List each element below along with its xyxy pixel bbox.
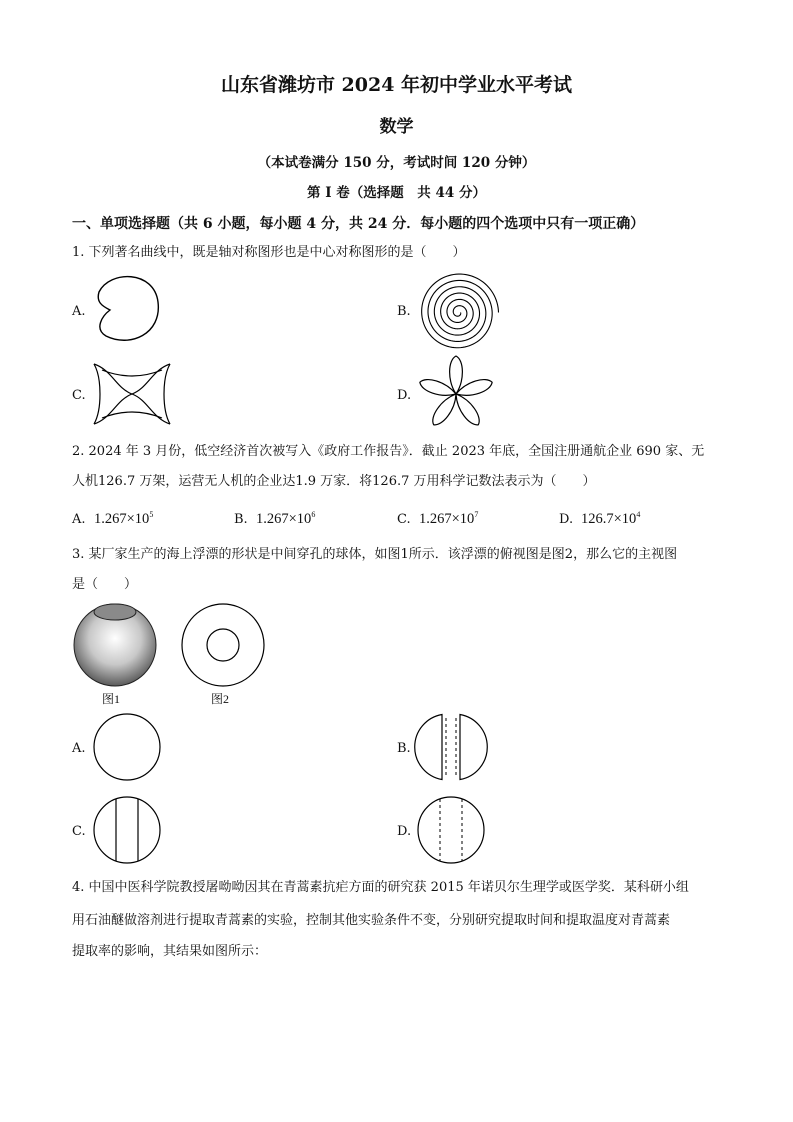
fig2-caption: 图2 (211, 692, 230, 706)
q2-option-d-value: $126.7\times 10^4$ (581, 510, 641, 527)
fig1-caption: 图1 (102, 692, 121, 706)
q1-stem: 1. 下列著名曲线中，既是轴对称图形也是中心对称图形的是（ ） (72, 245, 466, 260)
q2-option-b-value: $1.267\times 10^6$ (256, 510, 316, 527)
exam-title: 山东省潍坊市 2024 年初中学业水平考试 (220, 74, 573, 96)
split-circle-figure (416, 712, 486, 782)
q2-option-a-value: $1.267\times 10^5$ (94, 510, 154, 527)
circle-dashed-lines-figure (416, 795, 486, 865)
q3-stem-line1: 3. 某厂家生产的海上浮漂的形状是中间穿孔的球体，如图1所示．该浮漂的俯视图是图2，那么它的主视图 (72, 547, 678, 562)
q1-option-d-label: D. (397, 388, 412, 403)
q2-stem-line2: 人机126.7 万架，运营无人机的企业达1.9 万家．将126.7 万用科学记数法表示为（ ） (72, 474, 596, 489)
q3-option-a-label: A. (72, 741, 86, 756)
subject-title: 数学 (379, 117, 414, 137)
top-view-figure (180, 602, 266, 688)
exam-note: （本试卷满分 150 分，考试时间 120 分钟） (257, 155, 536, 171)
five-petal-rose-figure (414, 352, 498, 436)
q2-option-d-label: D. (559, 512, 574, 527)
crossed-waves-figure (92, 360, 172, 428)
q2-option-c-label: C. (397, 512, 411, 527)
q2-option-a-label: A. (72, 512, 86, 527)
q4-stem-line2: 用石油醚做溶剂进行提取青蒿素的实验，控制其他实验条件不变，分别研究提取时间和提取温度对青蒿素 (72, 913, 671, 928)
q1-option-c-label: C. (72, 388, 86, 403)
floater-sphere-figure (72, 602, 158, 688)
q4-stem-line3: 提取率的影响，其结果如图所示： (72, 944, 268, 959)
q3-option-b-label: B. (397, 741, 411, 756)
cardioid-figure (90, 272, 165, 347)
section-heading: 一、单项选择题（共 6 小题，每小题 4 分，共 24 分．每小题的四个选项中只有一项正确） (72, 216, 645, 232)
q1-option-a-label: A. (72, 304, 86, 319)
q3-stem-line2: 是（ ） (72, 577, 138, 592)
q3-option-c-label: C. (72, 824, 86, 839)
spiral-figure (416, 270, 501, 355)
q4-stem-line1: 4. 中国中医科学院教授屠呦呦因其在青蒿素抗疟方面的研究获 2015 年诺贝尔生理学或医学奖．某科研小组 (72, 880, 689, 895)
q2-option-c-value: $1.267\times 10^7$ (419, 510, 479, 527)
q3-option-d-label: D. (397, 824, 412, 839)
circle-solid-lines-figure (92, 795, 162, 865)
plain-circle-figure (92, 712, 162, 782)
part-title: 第 I 卷（选择题 共 44 分） (307, 185, 486, 201)
q2-option-b-label: B. (234, 512, 248, 527)
q1-option-b-label: B. (397, 304, 411, 319)
q2-stem-line1: 2. 2024 年 3 月份，低空经济首次被写入《政府工作报告》．截止 2023 年底，全国注册通航企业 690 家、无 (72, 444, 705, 459)
